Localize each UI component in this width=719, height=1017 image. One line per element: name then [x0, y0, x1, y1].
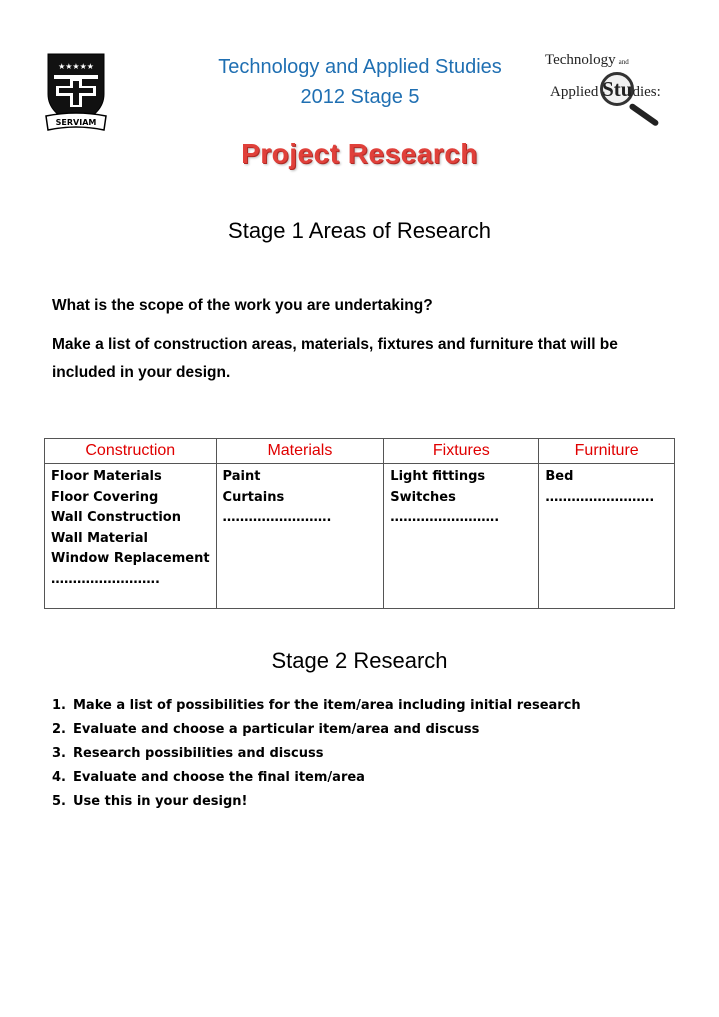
list-item: Floor Covering — [51, 489, 159, 505]
school-crest-icon — [44, 50, 108, 132]
placeholder-dots: ……………………. — [390, 510, 500, 526]
logo-line1: Technology — [545, 52, 616, 68]
crest-motto: SERVIAM — [55, 118, 97, 127]
placeholder-dots: ……………………. — [51, 571, 160, 587]
materials-cell — [216, 464, 384, 609]
stage2-heading: Stage 2 Research — [271, 648, 448, 673]
step-text: Evaluate and choose the final item/area — [73, 770, 365, 785]
table-header-row — [45, 439, 675, 464]
placeholder-dots: ……………………. — [222, 510, 332, 526]
header-construction: Construction — [45, 439, 217, 464]
list-item: Wall Material — [51, 530, 148, 546]
scope-question: What is the scope of the work you are undertaking? — [52, 297, 433, 314]
stage1-heading: Stage 1 Areas of Research — [228, 218, 491, 243]
step-number: 2. — [52, 722, 66, 737]
list-item — [52, 742, 581, 766]
step-number: 4. — [52, 770, 66, 785]
list-item — [52, 718, 581, 742]
research-areas-table — [44, 438, 675, 609]
step-number: 1. — [52, 698, 66, 713]
logo-line1-small: and — [618, 58, 629, 66]
list-item: Paint — [222, 469, 261, 484]
step-number: 3. — [52, 746, 66, 761]
list-instruction: Make a list of construction areas, materials, fixtures and furniture that will be included in your design. — [52, 336, 618, 381]
step-text: Evaluate and choose a particular item/area and discuss — [73, 722, 480, 737]
step-text: Make a list of possibilities for the item/area including initial research — [73, 698, 581, 713]
svg-text:★★★★★: ★★★★★ — [58, 62, 94, 71]
step-number: 5. — [52, 794, 66, 809]
research-steps-list — [52, 694, 581, 814]
header-fixtures: Fixtures — [384, 439, 539, 464]
list-item — [52, 766, 581, 790]
logo-line2-a: Applied — [550, 84, 603, 100]
magnifier-handle — [628, 103, 659, 127]
header-title: Technology and Applied Studies — [218, 56, 502, 78]
list-item: Window Replacement — [51, 551, 210, 567]
project-title: Project Research — [241, 138, 478, 169]
construction-cell — [45, 464, 217, 609]
logo-line2-big: Stu — [602, 77, 633, 101]
list-item: Floor Materials — [51, 469, 162, 484]
header-furniture: Furniture — [539, 439, 675, 464]
placeholder-dots: ……………………. — [545, 489, 655, 505]
list-item: Switches — [390, 489, 456, 505]
header-subtitle: 2012 Stage 5 — [300, 86, 420, 108]
list-item: Curtains — [222, 489, 285, 505]
step-text: Research possibilities and discuss — [73, 746, 324, 761]
step-text: Use this in your design! — [73, 794, 248, 809]
fixtures-cell — [384, 464, 539, 609]
list-item: Wall Construction — [51, 510, 181, 526]
list-item — [52, 694, 581, 718]
list-item: Light fittings — [390, 469, 486, 484]
list-item — [52, 790, 581, 814]
list-item: Bed — [545, 469, 574, 484]
furniture-cell — [539, 464, 675, 609]
table-row — [45, 464, 675, 609]
header-materials: Materials — [216, 439, 384, 464]
tas-logo — [540, 50, 675, 120]
logo-line2-b: dies: — [632, 84, 661, 100]
